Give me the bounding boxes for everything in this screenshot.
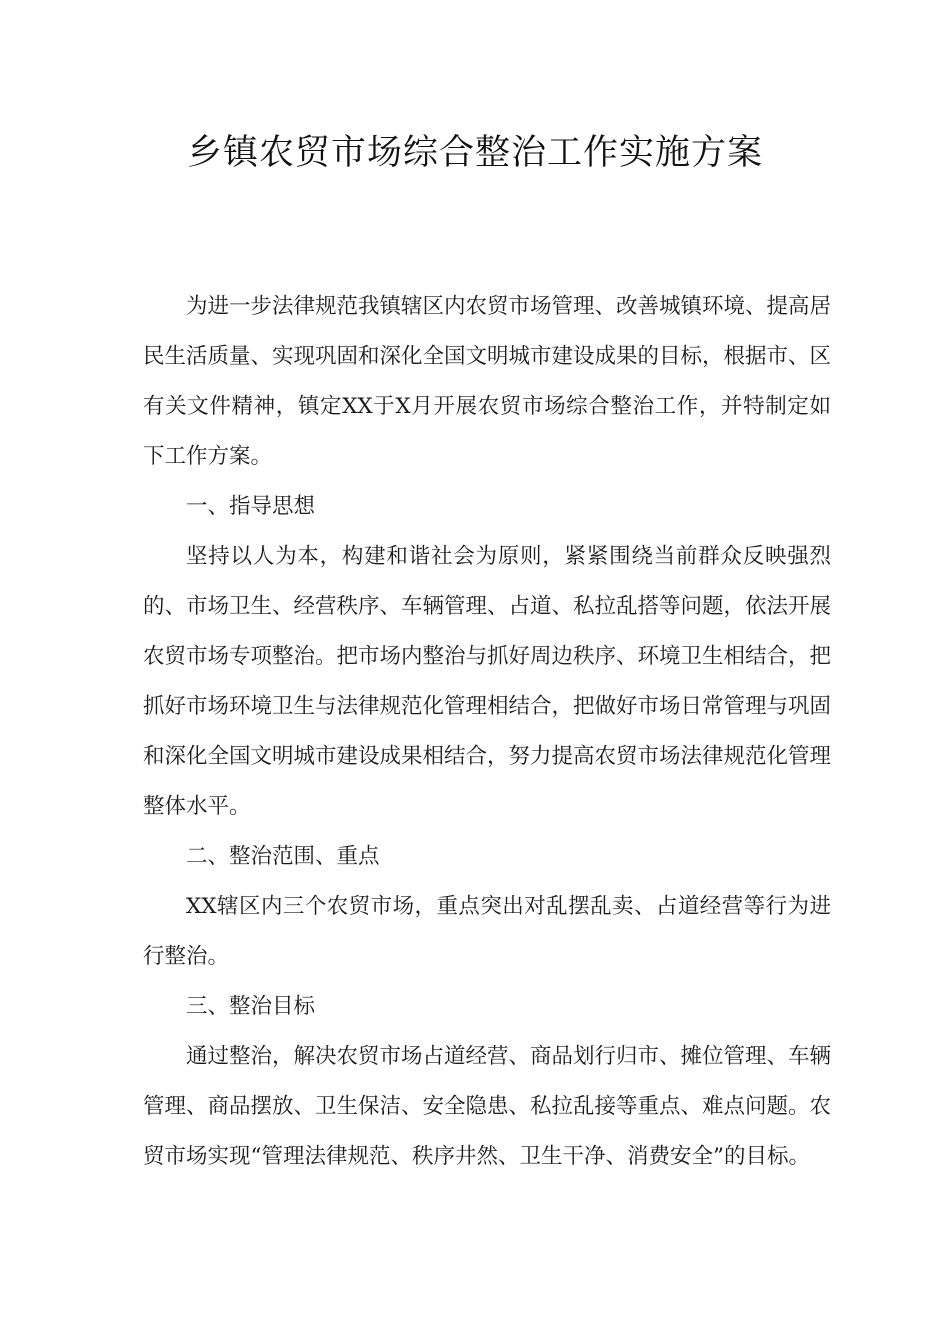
paragraph-intro: 为进一步法律规范我镇辖区内农贸市场管理、改善城镇环境、提高居民生活质量、实现巩固和深化全国文明城市建设成果的目标，根据市、区有关文件精神，镇定XX于X月开展农贸市场综合整治工作，并特制定如下工作方案。	[143, 294, 832, 469]
paragraph-guiding-ideology: 坚持以人为本，构建和谐社会为原则，紧紧围绕当前群众反映强烈的、市场卫生、经营秩序、车辆管理、占道、私拉乱搭等问题，依法开展农贸市场专项整治。把市场内整治与抓好周边秩序、环境卫生相结合，把抓好市场环境卫生与法律规范化管理相结合，把做好市场日常管理与巩固和深化全国文明城市建设成果相结合，努力提高农贸市场法律规范化管理整体水平。	[143, 544, 832, 819]
paragraph-scope: XX辖区内三个农贸市场，重点突出对乱摆乱卖、占道经营等行为进行整治。	[143, 894, 831, 969]
section-heading-goals: 三、整治目标	[186, 994, 316, 1019]
document-body	[143, 282, 831, 1182]
section-heading-guiding-ideology: 一、指导思想	[186, 494, 316, 519]
document-title: 乡镇农贸市场综合整治工作实施方案	[186, 133, 763, 173]
paragraph-goals: 通过整治，解决农贸市场占道经营、商品划行归市、摊位管理、车辆管理、商品摆放、卫生保洁、安全隐患、私拉乱接等重点、难点问题。农贸市场实现“管理法律规范、秩序井然、卫生干净、消费安全”的目标。	[143, 1044, 832, 1169]
section-heading-scope: 二、整治范围、重点	[186, 844, 380, 869]
